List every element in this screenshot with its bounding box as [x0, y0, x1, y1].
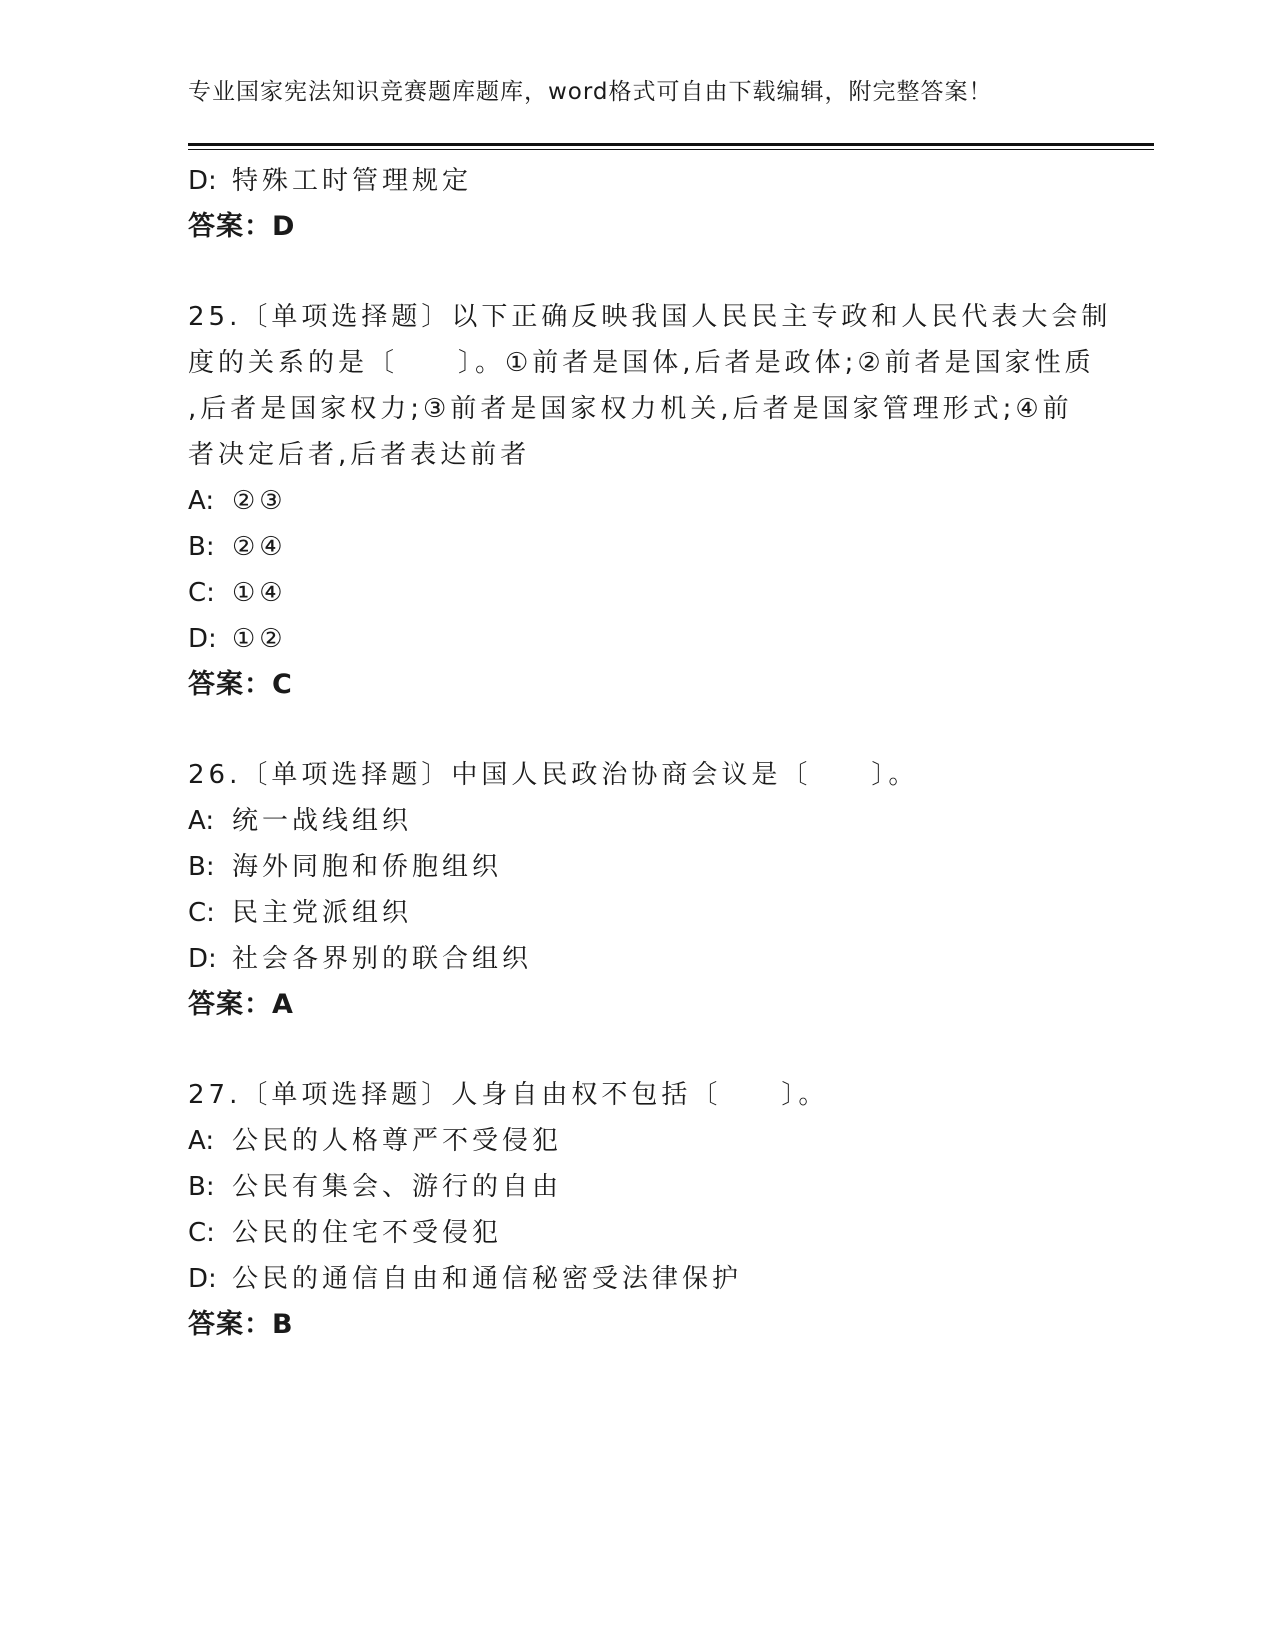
- question-block: [188, 752, 1088, 1028]
- option-a: [188, 798, 1088, 844]
- option-key: A:: [188, 1126, 215, 1156]
- option-a: [188, 478, 1088, 524]
- question-block: [188, 1072, 1088, 1348]
- header-divider-thin: [188, 149, 1154, 150]
- option-text: ①④: [232, 578, 287, 608]
- option-a: [188, 1118, 1088, 1164]
- option-d: [188, 936, 1088, 982]
- option-key: C:: [188, 1218, 215, 1248]
- option-text: 公民有集会、游行的自由: [232, 1172, 563, 1202]
- option-key: D:: [188, 166, 217, 196]
- option-c: [188, 570, 1088, 616]
- option-text: 民主党派组织: [232, 898, 413, 928]
- option-key: B:: [188, 1172, 215, 1202]
- option-b: [188, 844, 1088, 890]
- option-b: [188, 1164, 1088, 1210]
- option-key: D:: [188, 624, 217, 654]
- answer-line: 答案：C: [188, 669, 293, 700]
- option-c: [188, 890, 1088, 936]
- option-key: C:: [188, 578, 215, 608]
- option-text: ②③: [232, 486, 287, 516]
- question-stem-line: 25.〔单项选择题〕以下正确反映我国人民民主专政和人民代表大会制: [188, 302, 1112, 332]
- option-text: 海外同胞和侨胞组织: [232, 852, 503, 882]
- option-text: 社会各界别的联合组织: [232, 944, 533, 974]
- header-divider-thick: [188, 143, 1154, 146]
- option-text: 统一战线组织: [232, 806, 413, 836]
- question-stem-line: ,后者是国家权力;③前者是国家权力机关,后者是国家管理形式;④前: [188, 394, 1073, 424]
- question-stem-line: 者决定后者,后者表达前者: [188, 440, 531, 470]
- answer-line: 答案：A: [188, 989, 294, 1020]
- answer-line: 答案：B: [188, 1309, 294, 1340]
- option-b: [188, 524, 1088, 570]
- question-stem-line: 26.〔单项选择题〕中国人民政治协商会议是〔 〕。: [188, 760, 919, 790]
- answer-line: 答案：D: [188, 211, 296, 242]
- option-text: 特殊工时管理规定: [232, 166, 473, 196]
- option-key: A:: [188, 486, 215, 516]
- option-key: D:: [188, 1264, 217, 1294]
- page-header: 专业国家宪法知识竞赛题库题库，word格式可自由下载编辑，附完整答案！: [188, 79, 993, 105]
- question-stem-line: 度的关系的是〔 〕。①前者是国体,后者是政体;②前者是国家性质: [188, 348, 1095, 378]
- option-text: 公民的人格尊严不受侵犯: [232, 1126, 563, 1156]
- option-key: D:: [188, 944, 217, 974]
- option-d: [188, 158, 1088, 204]
- option-key: B:: [188, 852, 215, 882]
- option-text: 公民的住宅不受侵犯: [232, 1218, 503, 1248]
- option-text: 公民的通信自由和通信秘密受法律保护: [232, 1264, 743, 1294]
- option-key: C:: [188, 898, 215, 928]
- question-stem-line: 27.〔单项选择题〕人身自由权不包括〔 〕。: [188, 1080, 829, 1110]
- question-list: [188, 158, 1112, 1348]
- option-key: B:: [188, 532, 215, 562]
- question-block: [188, 294, 1112, 708]
- option-d: [188, 1256, 1088, 1302]
- option-d: [188, 616, 1088, 662]
- option-text: ②④: [232, 532, 287, 562]
- option-text: ①②: [232, 624, 287, 654]
- option-c: [188, 1210, 1088, 1256]
- option-key: A:: [188, 806, 215, 836]
